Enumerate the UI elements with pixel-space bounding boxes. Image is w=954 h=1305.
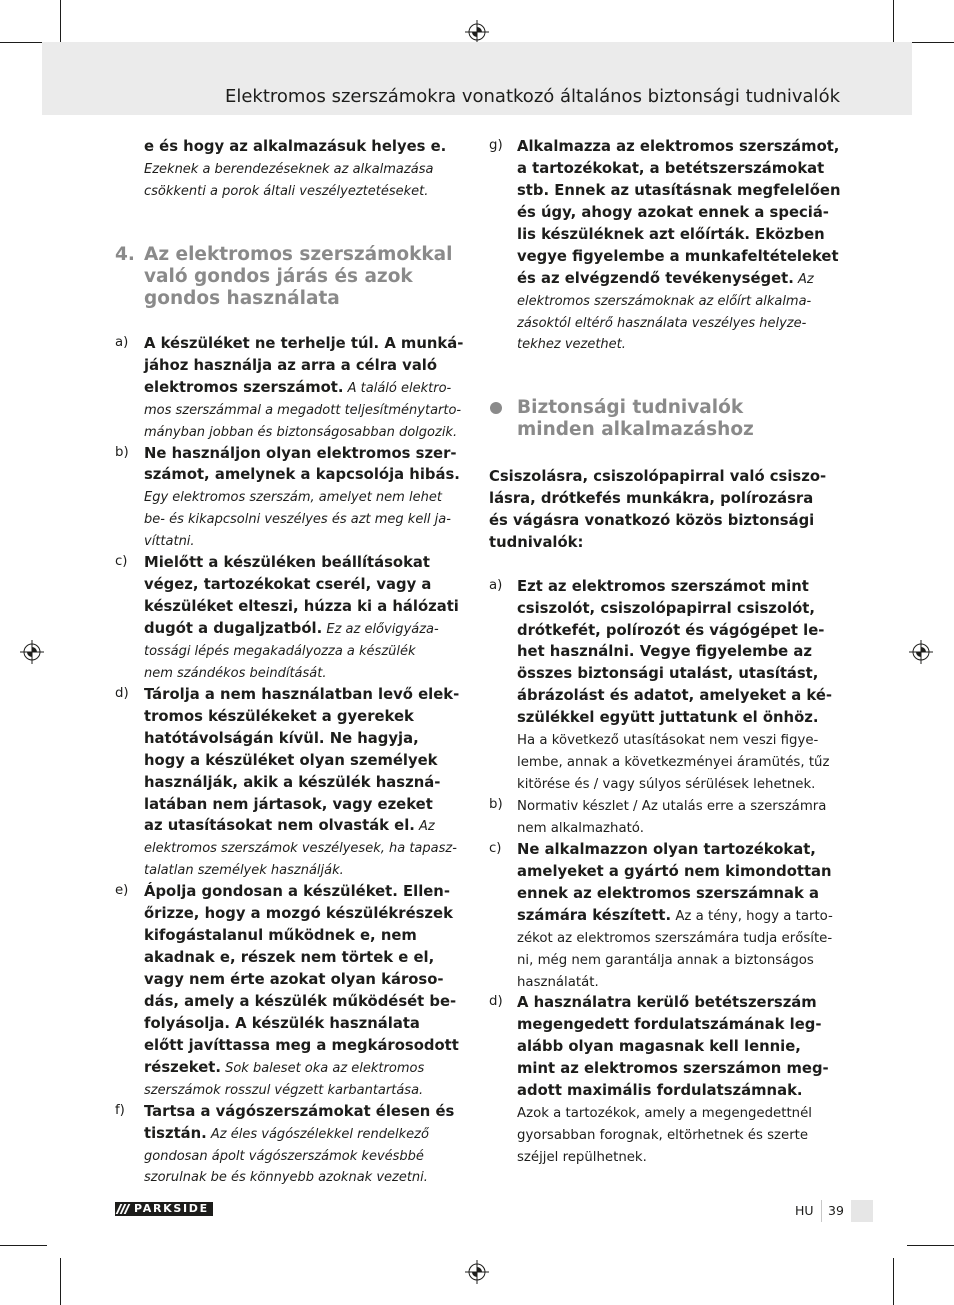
- text-line: [144, 157, 467, 179]
- list-item-text: [144, 683, 467, 880]
- italic-text: elektromos szerszámok veszélyesek, ha tapasz-: [144, 841, 457, 857]
- list-item-text: [517, 135, 849, 354]
- list-item-label: d): [489, 994, 503, 1010]
- crop-mark: [893, 1258, 894, 1305]
- text-line: [517, 597, 849, 619]
- text-line: [144, 727, 467, 749]
- bold-text: A használatra kerülő betétszerszám: [517, 994, 817, 1012]
- bold-text: kifogástalanul működnek e, nem: [144, 927, 417, 945]
- text-line: [144, 1034, 467, 1056]
- section-title-line: minden alkalmazáshoz: [517, 418, 754, 440]
- italic-text: Ez az elővigyáza-: [322, 622, 439, 637]
- list-item-label: b): [489, 797, 503, 812]
- bold-text: Alkalmazza az elektromos szerszámot,: [517, 138, 840, 155]
- bold-text: részeket.: [144, 1058, 221, 1076]
- registration-mark-icon: [17, 637, 47, 667]
- text-line: [517, 860, 849, 882]
- list-item-label: d): [115, 685, 129, 701]
- bold-text: számára készített.: [517, 906, 672, 924]
- lead-paragraph: [489, 465, 849, 553]
- text-line: [517, 904, 849, 926]
- bold-text: dás, amely a készülék működését be-: [144, 992, 457, 1010]
- bold-text: tromos készülékeket a gyerekek: [144, 707, 414, 725]
- text-line: [144, 771, 467, 793]
- body-text: zékot az elektromos szerszámára tudja erősíte-: [517, 930, 833, 946]
- bold-text: összes biztonsági utalást, utasítást,: [517, 665, 819, 683]
- text-line: [144, 1056, 467, 1078]
- section-heading: [115, 244, 467, 310]
- bold-text: dugót a dugaljzatból.: [144, 620, 323, 637]
- list-item-text: [144, 332, 467, 442]
- bold-text: elektromos szerszámot.: [144, 378, 344, 396]
- list-item-text: [144, 1100, 467, 1188]
- bold-text: mint az elektromos szerszámon meg-: [517, 1060, 829, 1078]
- italic-text: talatlan személyek használják.: [144, 863, 344, 879]
- section-title-line: Az elektromos szerszámokkal: [144, 243, 453, 265]
- text-line: [144, 880, 467, 902]
- text-line: [517, 882, 849, 904]
- text-line: [144, 179, 467, 201]
- list-item-label: c): [489, 840, 502, 856]
- list-item: [489, 135, 849, 354]
- italic-text: Sok baleset oka az elektromos: [220, 1060, 425, 1076]
- text-line: [517, 728, 849, 750]
- bold-text: számot, amelynek a kapcsolója hibás.: [144, 466, 460, 484]
- list-item: [489, 575, 849, 794]
- text-line: [517, 794, 849, 816]
- text-line: [144, 398, 467, 420]
- bold-text: jához használja az arra a célra való: [144, 356, 438, 374]
- list-item: [489, 838, 849, 992]
- right-column: [489, 135, 849, 1167]
- text-line: [144, 661, 467, 683]
- body-text: Azok a tartozékok, amely a megengedettnél: [517, 1106, 812, 1122]
- page-header-title: Elektromos szerszámokra vonatkozó általános biztonsági tudnivalók: [224, 86, 840, 107]
- section-title: [517, 397, 849, 441]
- bold-text: végez, tartozékokat cserél, vagy a: [144, 576, 432, 594]
- registration-mark-icon: [462, 1257, 492, 1287]
- text-line: [144, 507, 467, 529]
- list-item-label: f): [115, 1102, 125, 1118]
- text-line: [517, 1057, 849, 1079]
- italic-text: zásoktól eltérő használata veszélyes helyze-: [517, 315, 807, 331]
- text-line: [517, 619, 849, 641]
- registration-mark-icon: [906, 637, 936, 667]
- text-line: [144, 1012, 467, 1034]
- logo-wordmark: PARKSIDE: [134, 1202, 209, 1215]
- text-line: [517, 772, 849, 794]
- text-line: [517, 706, 849, 728]
- bold-text: folyásolja. A készülék használata: [144, 1014, 420, 1032]
- body-text: kitörése és / vagy súlyos sérülések lehetnek.: [517, 777, 816, 793]
- text-line: [517, 970, 849, 992]
- language-code: HU: [795, 1203, 814, 1218]
- text-line: [144, 551, 467, 573]
- text-line: [517, 267, 849, 289]
- list-item: [115, 1100, 467, 1188]
- instruction-list-continued: [489, 135, 849, 354]
- text-line: [517, 1123, 849, 1145]
- bold-text: tudnivalók:: [489, 533, 584, 551]
- text-line: [517, 1079, 849, 1101]
- list-item-label: a): [115, 334, 129, 350]
- list-item: [489, 794, 849, 838]
- text-line: [144, 617, 467, 639]
- list-item: [115, 442, 467, 552]
- italic-text: tekhez vezethet.: [517, 337, 626, 353]
- text-line: [517, 991, 849, 1013]
- page-tab-box: [851, 1200, 873, 1222]
- list-item-text: [517, 991, 849, 1167]
- body-text: Az a tény, hogy a tarto-: [671, 908, 833, 924]
- bold-text: lis készüléknek azt előírták. Eközben: [517, 225, 825, 243]
- text-line: [144, 529, 467, 551]
- list-item: [115, 683, 467, 880]
- text-line: [144, 990, 467, 1012]
- italic-text: A találó elektro-: [343, 380, 452, 396]
- body-text: használatát.: [517, 974, 599, 990]
- italic-text: Az éles vágószélekkel rendelkező: [206, 1126, 429, 1142]
- crop-mark: [0, 1245, 47, 1246]
- bold-text: alább olyan magasnak kell lennie,: [517, 1038, 801, 1056]
- italic-text: mos szerszámmal a megadott teljesítménytarto-: [144, 402, 462, 418]
- text-line: [144, 1078, 467, 1100]
- text-line: [144, 376, 467, 398]
- crop-mark: [893, 0, 894, 47]
- list-item: [115, 332, 467, 442]
- italic-text: gondosan ápolt vágószerszámok kevésbbé: [144, 1148, 424, 1164]
- list-item-label: b): [115, 444, 129, 460]
- continuation-text: [144, 135, 467, 201]
- bold-text: megengedett fordulatszámának leg-: [517, 1016, 822, 1034]
- bold-text: Csiszolásra, csiszolópapirral való csiszo-: [489, 467, 827, 485]
- italic-text: nem szándékos beindítását.: [144, 665, 327, 681]
- text-line: [144, 793, 467, 815]
- section-title: [144, 244, 467, 310]
- text-line: [144, 332, 467, 354]
- list-item: [489, 991, 849, 1167]
- body-text: széjjel repülhetnek.: [517, 1150, 647, 1165]
- list-item-text: [144, 880, 467, 1099]
- text-line: [144, 858, 467, 880]
- text-line: [517, 201, 849, 223]
- text-line: [144, 573, 467, 595]
- text-line: [517, 575, 849, 597]
- list-item-text: [144, 551, 467, 683]
- italic-text: szorulnak be és könnyebb azoknak vezetni.: [144, 1170, 428, 1186]
- italic-text: Az: [793, 271, 814, 287]
- text-line: [517, 1145, 849, 1167]
- italic-text: csökkenti a porok általi veszélyeztetéseket.: [144, 183, 429, 199]
- text-line: [144, 420, 467, 442]
- bold-text: het használni. Vegye figyelembe az: [517, 643, 812, 661]
- text-line: [517, 1101, 849, 1123]
- section-number: 4.: [115, 243, 135, 265]
- text-line: [144, 354, 467, 376]
- text-line: [144, 485, 467, 507]
- bold-text: stb. Ennek az utasításnak megfelelően: [517, 181, 841, 199]
- bold-text: előtt javíttassa meg a megkárosodott: [144, 1036, 459, 1054]
- section-title-line: gondos használata: [144, 287, 340, 309]
- text-line: [489, 531, 849, 553]
- text-line: [144, 1100, 467, 1122]
- crop-mark: [60, 0, 61, 47]
- bold-text: és úgy, ahogy azokat ennek a speciá-: [517, 203, 829, 221]
- bold-text: Tartsa a vágószerszámokat élesen és: [144, 1102, 455, 1120]
- bold-text: Ne alkalmazzon olyan tartozékokat,: [517, 840, 816, 858]
- italic-text: Egy elektromos szerszám, amelyet nem lehet: [144, 490, 442, 506]
- text-line: [517, 1035, 849, 1057]
- text-line: [144, 1122, 467, 1144]
- bold-text: Ápolja gondosan a készüléket. Ellen-: [144, 883, 450, 901]
- italic-text: Ezeknek a berendezéseknek az alkalmazása: [144, 161, 434, 177]
- bold-text: ábrázolást és adatot, amelyeket a ké-: [517, 687, 833, 705]
- left-column: [115, 135, 467, 1187]
- text-line: [517, 948, 849, 970]
- text-line: [517, 332, 849, 354]
- list-item-text: [144, 442, 467, 552]
- text-line: [144, 749, 467, 771]
- bold-text: Ezt az elektromos szerszámot mint: [517, 577, 809, 595]
- bold-text: lásra, drótkefés munkákra, polírozásra: [489, 489, 814, 507]
- bold-text: és az elvégzendő tevékenységet.: [517, 269, 794, 287]
- list-item-text: [517, 838, 849, 992]
- text-line: [144, 595, 467, 617]
- text-line: [144, 814, 467, 836]
- text-line: [144, 924, 467, 946]
- italic-text: be- és kikapcsolni veszélyes és azt meg kell ja-: [144, 512, 451, 528]
- text-line: [517, 684, 849, 706]
- bold-text: adott maximális fordulatszámnak.: [517, 1082, 803, 1100]
- bold-text: Tárolja a nem használatban levő elek-: [144, 685, 460, 703]
- bold-text: akadnak e, részek nem törtek e el,: [144, 949, 435, 967]
- bold-text: vagy nem érte azokat olyan károso-: [144, 971, 444, 988]
- text-line: [144, 836, 467, 858]
- text-line: [517, 662, 849, 684]
- text-line: [144, 902, 467, 924]
- body-text: nem alkalmazható.: [517, 820, 644, 836]
- footer-divider: [821, 1200, 822, 1222]
- body-text: gyorsabban forognak, eltörhetnek és szerte: [517, 1128, 809, 1144]
- text-line: [517, 640, 849, 662]
- italic-text: elektromos szerszámoknak az előírt alkalma-: [517, 293, 812, 309]
- page-header: [42, 42, 912, 115]
- text-line: [517, 1013, 849, 1035]
- text-line: [517, 135, 849, 157]
- body-text: Ha a következő utasításokat nem veszi figye-: [517, 733, 819, 749]
- bold-text: drótkefét, polírozót és vágógépet le-: [517, 621, 825, 639]
- text-line: [517, 838, 849, 860]
- bold-text: amelyeket a gyártó nem kimondottan: [517, 862, 832, 880]
- list-item-label: g): [489, 138, 503, 153]
- bold-text: vegye figyelembe a munkafeltételeket: [517, 247, 839, 265]
- bold-text: ennek az elektromos szerszámnak a: [517, 884, 820, 902]
- text-line: [517, 289, 849, 311]
- text-line: [144, 705, 467, 727]
- list-item: [115, 551, 467, 683]
- crop-mark: [907, 1245, 954, 1246]
- section-heading: [489, 397, 849, 441]
- instruction-list: [489, 575, 849, 1167]
- text-line: [489, 487, 849, 509]
- italic-text: mányban jobban és biztonságosabban dolgozik.: [144, 424, 458, 440]
- text-line: [517, 816, 849, 838]
- parkside-logo: [115, 1202, 213, 1216]
- section-title-line: Biztonsági tudnivalók: [517, 396, 744, 418]
- bold-text: szülékkel együtt juttatunk el önhöz.: [517, 709, 819, 727]
- text-line: [144, 463, 467, 485]
- list-item-text: [517, 794, 849, 838]
- section-title-line: való gondos járás és azok: [144, 265, 413, 287]
- text-line: [517, 926, 849, 948]
- bold-text: Ne használjon olyan elektromos szer-: [144, 444, 457, 462]
- text-line: [144, 1144, 467, 1166]
- crop-mark: [60, 1258, 61, 1305]
- italic-text: szerszámok rosszul végzett karbantartása.: [144, 1082, 424, 1098]
- bold-text: és vágásra vonatkozó közös biztonsági: [489, 511, 815, 529]
- text-line: [489, 509, 849, 531]
- bullet-icon: [490, 402, 502, 414]
- bold-text: latában nem jártasok, vagy ezeket: [144, 795, 433, 813]
- list-item: [115, 880, 467, 1099]
- text-line: [144, 135, 467, 157]
- italic-text: víttatni.: [144, 534, 195, 550]
- list-item-text: [517, 575, 849, 794]
- crop-mark: [0, 42, 47, 43]
- bold-text: készüléket elteszi, húzza ki a hálózati: [144, 598, 459, 616]
- list-item-label: e): [115, 883, 129, 899]
- bold-text: tisztán.: [144, 1124, 207, 1142]
- bold-text: hogy a készüléket olyan személyek: [144, 751, 438, 769]
- bold-text: hatótávolságán kívül. Ne hagyja,: [144, 729, 419, 747]
- bold-text: e és hogy az alkalmazásuk helyes e.: [144, 138, 447, 155]
- text-line: [144, 946, 467, 968]
- text-line: [144, 442, 467, 464]
- bold-text: használják, akik a készülék haszná-: [144, 773, 441, 791]
- list-item-label: c): [115, 554, 128, 570]
- bold-text: őrizze, hogy a mozgó készülékrészek: [144, 905, 453, 923]
- page-number: 39: [828, 1203, 844, 1218]
- bold-text: Mielőtt a készüléken beállításokat: [144, 554, 430, 572]
- instruction-list: [115, 332, 467, 1188]
- bold-text: csiszolót, csiszolópapirral csiszolót,: [517, 599, 816, 617]
- crop-mark: [907, 42, 954, 43]
- body-text: lembe, annak a következményei áramütés, tűz: [517, 755, 830, 771]
- text-line: [517, 311, 849, 333]
- body-text: Normativ készlet / Az utalás erre a szerszámra: [517, 799, 827, 814]
- italic-text: Az: [414, 819, 435, 835]
- italic-text: tossági lépés megakadályozza a készülék: [144, 643, 416, 659]
- text-line: [144, 1165, 467, 1187]
- text-line: [144, 968, 467, 990]
- text-line: [517, 245, 849, 267]
- list-item-label: a): [489, 577, 503, 593]
- text-line: [144, 639, 467, 661]
- text-line: [144, 683, 467, 705]
- text-line: [517, 750, 849, 772]
- text-line: [489, 465, 849, 487]
- body-text: ni, még nem garantálja annak a biztonságos: [517, 952, 814, 968]
- text-line: [517, 157, 849, 179]
- text-line: [517, 223, 849, 245]
- bold-text: A készüléket ne terhelje túl. A munká-: [144, 334, 464, 352]
- bold-text: az utasításokat nem olvasták el.: [144, 817, 415, 835]
- bold-text: a tartozékokat, a betétszerszámokat: [517, 159, 825, 177]
- text-line: [517, 179, 849, 201]
